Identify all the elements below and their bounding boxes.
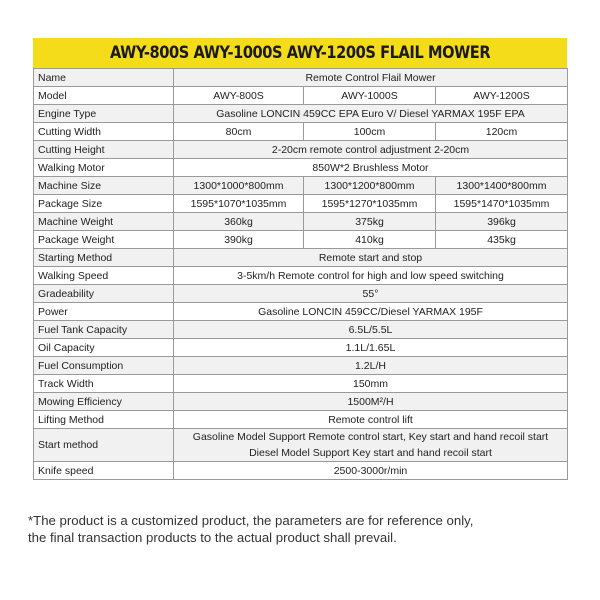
table-row xyxy=(34,303,568,321)
row-label: Cutting Width xyxy=(34,123,174,141)
row-value xyxy=(174,429,568,462)
row-value: 2500-3000r/min xyxy=(174,462,568,480)
row-value: 1.1L/1.65L xyxy=(174,339,568,357)
table-row xyxy=(34,105,568,123)
row-label: Walking Speed xyxy=(34,267,174,285)
row-label: Package Weight xyxy=(34,231,174,249)
table-row xyxy=(34,462,568,480)
row-value: 2-20cm remote control adjustment 2-20cm xyxy=(174,141,568,159)
row-label: Mowing Efficiency xyxy=(34,393,174,411)
table-row xyxy=(34,267,568,285)
row-value: AWY-1000S xyxy=(304,87,436,105)
row-value: 1595*1070*1035mm xyxy=(174,195,304,213)
row-label: Walking Motor xyxy=(34,159,174,177)
row-label: Gradeability xyxy=(34,285,174,303)
row-value: Remote Control Flail Mower xyxy=(174,69,568,87)
row-value: Gasoline LONCIN 459CC EPA Euro V/ Diesel YARMAX 195F EPA xyxy=(174,105,568,123)
row-value: 850W*2 Brushless Motor xyxy=(174,159,568,177)
row-value: 3-5km/h Remote control for high and low speed switching xyxy=(174,267,568,285)
row-value: 1595*1470*1035mm xyxy=(436,195,568,213)
table-row xyxy=(34,141,568,159)
row-label: Track Width xyxy=(34,375,174,393)
row-value: 1595*1270*1035mm xyxy=(304,195,436,213)
row-label: Oil Capacity xyxy=(34,339,174,357)
row-label: Cutting Height xyxy=(34,141,174,159)
row-label: Knife speed xyxy=(34,462,174,480)
row-label: Engine Type xyxy=(34,105,174,123)
table-row xyxy=(34,159,568,177)
row-value: 120cm xyxy=(436,123,568,141)
table-row xyxy=(34,429,568,462)
row-value: 435kg xyxy=(436,231,568,249)
row-label: Name xyxy=(34,69,174,87)
table-row xyxy=(34,411,568,429)
row-value: 6.5L/5.5L xyxy=(174,321,568,339)
row-label: Package Size xyxy=(34,195,174,213)
row-value: 1500M²/H xyxy=(174,393,568,411)
page-title: AWY-800S AWY-1000S AWY-1200S FLAIL MOWER xyxy=(109,43,491,63)
footnote xyxy=(28,512,573,546)
table-row xyxy=(34,231,568,249)
row-label: Machine Size xyxy=(34,177,174,195)
row-value: AWY-1200S xyxy=(436,87,568,105)
row-label: Model xyxy=(34,87,174,105)
row-label: Start method xyxy=(34,429,174,462)
row-value: 390kg xyxy=(174,231,304,249)
table-row xyxy=(34,357,568,375)
row-label: Machine Weight xyxy=(34,213,174,231)
title-banner xyxy=(33,38,567,68)
row-value: 1300*1000*800mm xyxy=(174,177,304,195)
table-row xyxy=(34,123,568,141)
row-label: Starting Method xyxy=(34,249,174,267)
table-row xyxy=(34,213,568,231)
row-value: AWY-800S xyxy=(174,87,304,105)
row-value: 360kg xyxy=(174,213,304,231)
row-value: Remote control lift xyxy=(174,411,568,429)
row-value: 55° xyxy=(174,285,568,303)
row-label: Lifting Method xyxy=(34,411,174,429)
row-value: 1.2L/H xyxy=(174,357,568,375)
row-value: 1300*1200*800mm xyxy=(304,177,436,195)
table-row xyxy=(34,375,568,393)
table-row xyxy=(34,285,568,303)
table-row xyxy=(34,177,568,195)
row-value: 1300*1400*800mm xyxy=(436,177,568,195)
row-label: Fuel Tank Capacity xyxy=(34,321,174,339)
spec-table xyxy=(33,68,568,480)
row-value: 100cm xyxy=(304,123,436,141)
footnote-line-2: the final transaction products to the actual product shall prevail. xyxy=(28,530,397,545)
row-value-line: Gasoline Model Support Remote control start, Key start and hand recoil start xyxy=(192,431,549,443)
table-row xyxy=(34,69,568,87)
row-value: 150mm xyxy=(174,375,568,393)
table-row xyxy=(34,249,568,267)
row-label: Power xyxy=(34,303,174,321)
table-row xyxy=(34,87,568,105)
table-row xyxy=(34,339,568,357)
footnote-line-1: *The product is a customized product, the parameters are for reference only, xyxy=(28,513,474,528)
row-value: 80cm xyxy=(174,123,304,141)
table-row xyxy=(34,195,568,213)
row-value: 410kg xyxy=(304,231,436,249)
row-value: 396kg xyxy=(436,213,568,231)
row-value: 375kg xyxy=(304,213,436,231)
table-row xyxy=(34,393,568,411)
row-label: Fuel Consumption xyxy=(34,357,174,375)
row-value: Gasoline LONCIN 459CC/Diesel YARMAX 195F xyxy=(174,303,568,321)
table-row xyxy=(34,321,568,339)
row-value-line: Diesel Model Support Key start and hand recoil start xyxy=(249,447,492,459)
row-value: Remote start and stop xyxy=(174,249,568,267)
